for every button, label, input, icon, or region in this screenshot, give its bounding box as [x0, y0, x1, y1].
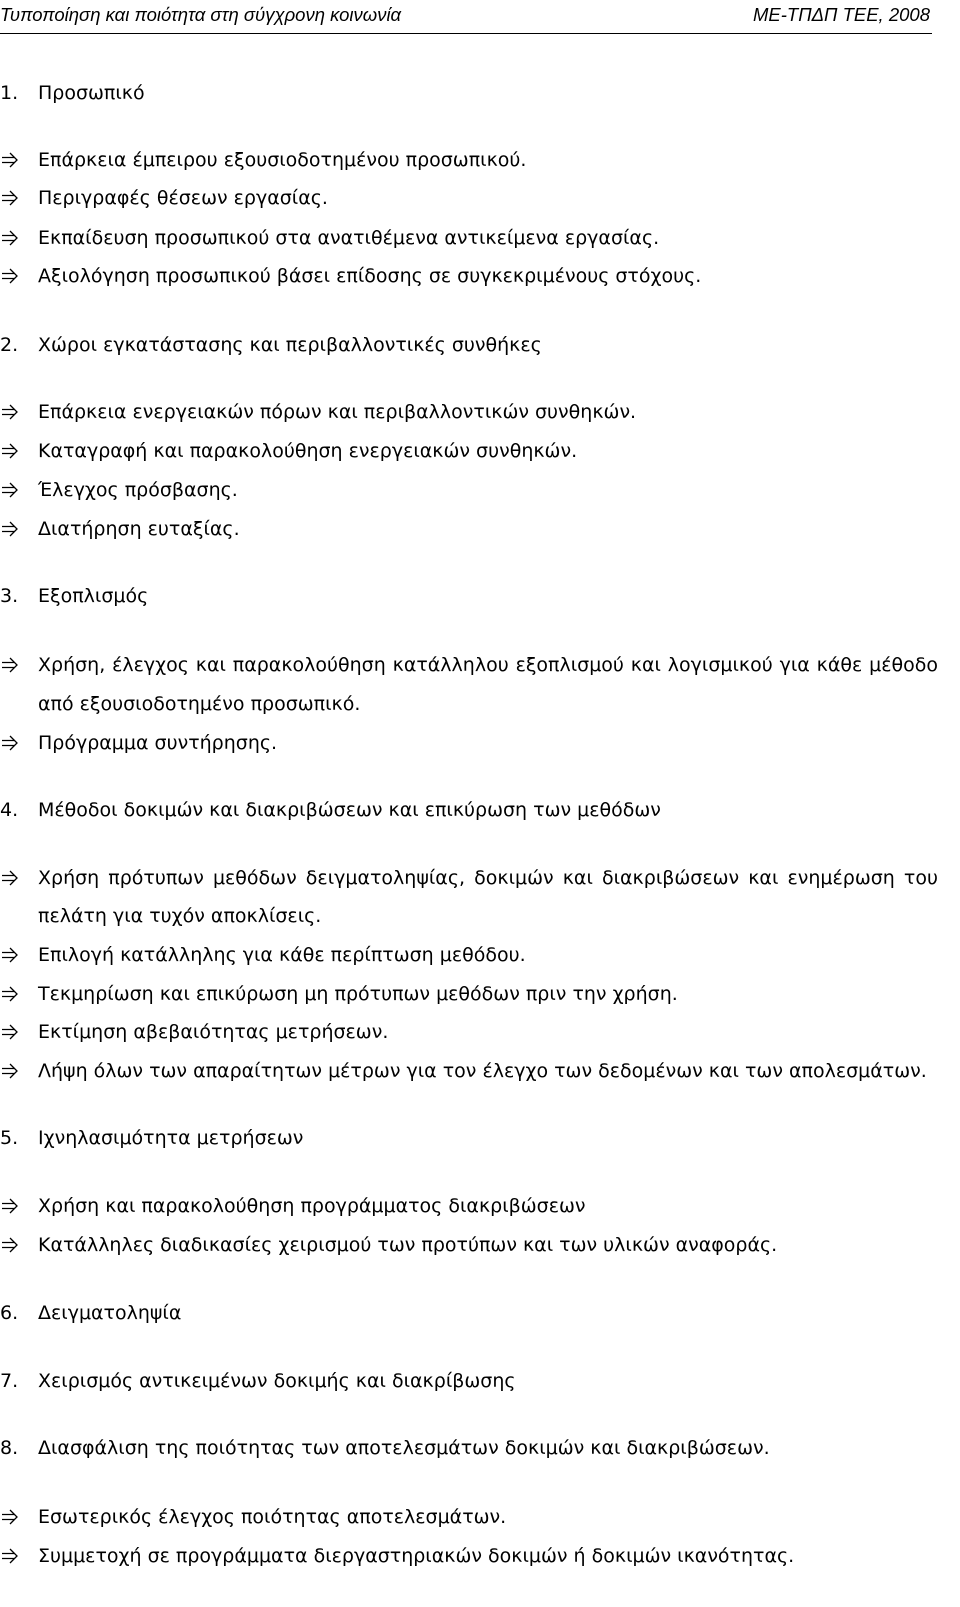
- double-arrow-icon: [0, 520, 20, 538]
- double-arrow-icon: [0, 151, 20, 169]
- double-arrow-icon: [0, 946, 20, 964]
- item-text: Επάρκεια έμπειρου εξουσιοδοτημένου προσωπικού.: [38, 149, 527, 171]
- section-number: 5.: [0, 1127, 19, 1149]
- section-title: Χώροι εγκατάστασης και περιβαλλοντικές συνθήκες: [38, 334, 542, 356]
- section-title: Ιχνηλασιμότητα μετρήσεων: [38, 1127, 304, 1149]
- section-number: 4.: [0, 799, 19, 821]
- section-number: 7.: [0, 1370, 19, 1392]
- double-arrow-icon: [0, 869, 20, 887]
- section-number: 1.: [0, 82, 19, 104]
- double-arrow-icon: [0, 1023, 20, 1041]
- double-arrow-icon: [0, 734, 20, 752]
- double-arrow-icon: [0, 1508, 20, 1526]
- item-text: Αξιολόγηση προσωπικού βάσει επίδοσης σε συγκεκριμένους στόχους.: [38, 265, 702, 287]
- section-title: Διασφάλιση της ποιότητας των αποτελεσμάτων δοκιμών και διακριβώσεων.: [38, 1437, 770, 1459]
- item-text: Εκτίμηση αβεβαιότητας μετρήσεων.: [38, 1021, 389, 1043]
- item-text: πελάτη για τυχόν αποκλίσεις.: [38, 905, 322, 927]
- header-title: Τυποποίηση και ποιότητα στη σύγχρονη κοινωνία: [0, 4, 402, 25]
- item-text: από εξουσιοδοτημένο προσωπικό.: [38, 693, 361, 715]
- item-text: Διατήρηση ευταξίας.: [38, 518, 240, 540]
- section-number: 2.: [0, 334, 19, 356]
- item-text: Εσωτερικός έλεγχος ποιότητας αποτελεσμάτων.: [38, 1506, 507, 1528]
- section-title: Προσωπικό: [38, 82, 145, 104]
- item-text: Λήψη όλων των απαραίτητων μέτρων για τον έλεγχο των δεδομένων και των απολεσμάτων.: [38, 1060, 927, 1082]
- item-text: Περιγραφές θέσεων εργασίας.: [38, 187, 328, 209]
- double-arrow-icon: [0, 1547, 20, 1565]
- item-text: Χρήση, έλεγχος και παρακολούθηση κατάλληλου εξοπλισμού και λογισμικού για κάθε μέθοδο: [38, 654, 938, 676]
- item-text: Κατάλληλες διαδικασίες χειρισμού των προτύπων και των υλικών αναφοράς.: [38, 1234, 778, 1256]
- item-text: Χρήση και παρακολούθηση προγράμματος διακριβώσεων: [38, 1195, 586, 1217]
- section-number: 6.: [0, 1302, 19, 1324]
- double-arrow-icon: [0, 1197, 20, 1215]
- double-arrow-icon: [0, 403, 20, 421]
- double-arrow-icon: [0, 442, 20, 460]
- item-text: Πρόγραμμα συντήρησης.: [38, 732, 278, 754]
- item-text: Έλεγχος πρόσβασης.: [38, 479, 238, 501]
- section-number: 8.: [0, 1437, 19, 1459]
- item-text: Επιλογή κατάλληλης για κάθε περίπτωση μεθόδου.: [38, 944, 526, 966]
- section-number: 3.: [0, 585, 19, 607]
- double-arrow-icon: [0, 656, 20, 674]
- item-text: Εκπαίδευση προσωπικού στα ανατιθέμενα αντικείμενα εργασίας.: [38, 227, 660, 249]
- section-title: Εξοπλισμός: [38, 585, 149, 607]
- double-arrow-icon: [0, 229, 20, 247]
- item-text: Χρήση πρότυπων μεθόδων δειγματοληψίας, δοκιμών και διακριβώσεων και ενημέρωση του: [38, 867, 938, 889]
- item-text: Επάρκεια ενεργειακών πόρων και περιβαλλοντικών συνθηκών.: [38, 401, 637, 423]
- header-code: ΜΕ-ΤΠΔΠ ΤΕΕ, 2008: [753, 4, 930, 25]
- double-arrow-icon: [0, 1062, 20, 1080]
- item-text: Συμμετοχή σε προγράμματα διεργαστηριακών δοκιμών ή δοκιμών ικανότητας.: [38, 1545, 795, 1567]
- item-text: Καταγραφή και παρακολούθηση ενεργειακών συνθηκών.: [38, 440, 578, 462]
- section-title: Μέθοδοι δοκιμών και διακριβώσεων και επικύρωση των μεθόδων: [38, 799, 661, 821]
- section-title: Χειρισμός αντικειμένων δοκιμής και διακρίβωσης: [38, 1370, 516, 1392]
- item-text: Τεκμηρίωση και επικύρωση μη πρότυπων μεθόδων πριν την χρήση.: [38, 983, 678, 1005]
- double-arrow-icon: [0, 267, 20, 285]
- double-arrow-icon: [0, 481, 20, 499]
- double-arrow-icon: [0, 985, 20, 1003]
- section-title: Δειγματοληψία: [38, 1302, 182, 1324]
- double-arrow-icon: [0, 189, 20, 207]
- double-arrow-icon: [0, 1236, 20, 1254]
